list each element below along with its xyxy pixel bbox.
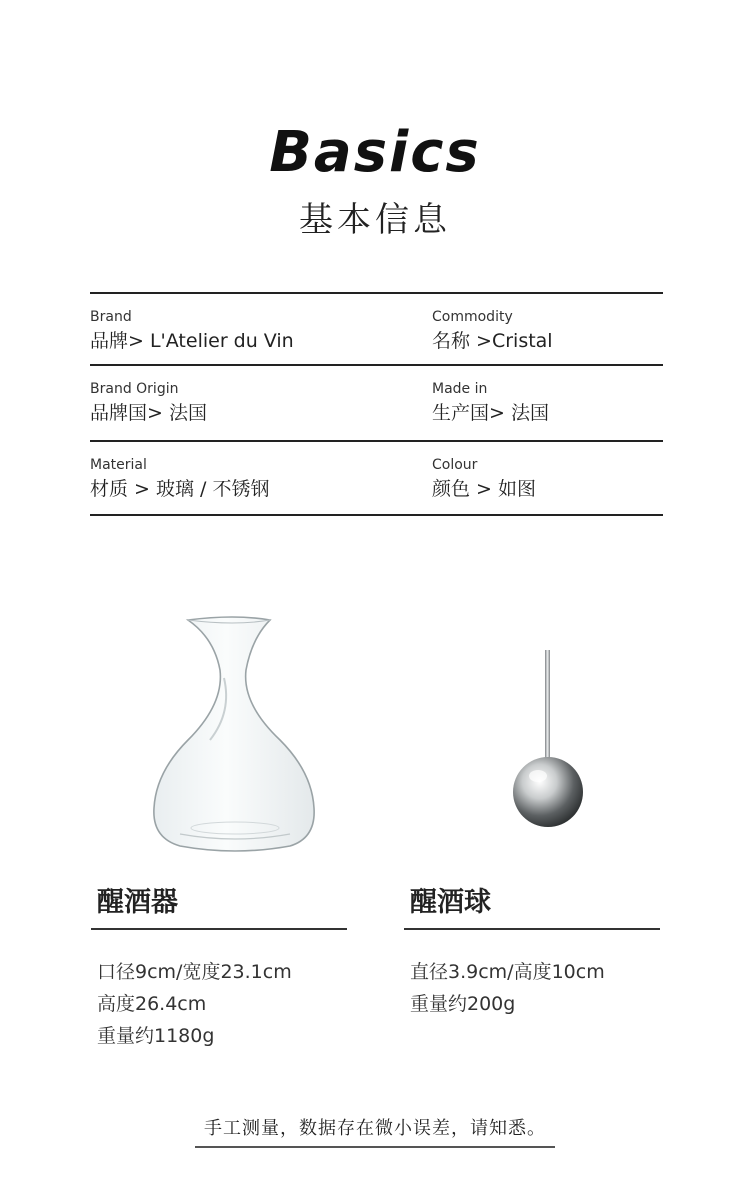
detail-line: 口径9cm/宽度23.1cm (97, 961, 292, 983)
spec-label: Brand (90, 309, 132, 325)
product-decanter (91, 880, 353, 1052)
detail-line: 直径3.9cm/高度10cm (410, 961, 605, 983)
product-name: 醒酒球 (410, 887, 491, 918)
aerator-ball-image (508, 648, 590, 830)
section-title-cn: 基本信息 (299, 200, 451, 240)
spec-value: 名称 >Cristal (432, 330, 553, 352)
measurement-note: 手工测量，数据存在微小误差，请知悉。 (204, 1118, 546, 1139)
spec-value: 生产国> 法国 (432, 402, 549, 424)
note-underline (195, 1146, 555, 1148)
spec-label: Material (90, 457, 147, 473)
divider (404, 928, 660, 930)
divider (91, 928, 347, 930)
spec-row-brand (90, 292, 663, 364)
spec-label: Made in (432, 381, 488, 397)
spec-label: Brand Origin (90, 381, 179, 397)
spec-label: Colour (432, 457, 478, 473)
spec-table (90, 292, 663, 516)
decanter-image (140, 612, 330, 857)
product-details (404, 956, 666, 1020)
spec-row-origin (90, 364, 663, 440)
product-aerator-ball (404, 880, 666, 1020)
product-details (91, 956, 353, 1052)
spec-row-material (90, 440, 663, 516)
section-title-en: Basics (269, 120, 481, 185)
spec-cell-made-in (432, 380, 549, 426)
spec-cell-commodity (432, 308, 553, 354)
spec-value: 品牌国> 法国 (90, 402, 207, 424)
detail-line: 重量约1180g (97, 1025, 215, 1047)
spec-value: 品牌> L'Atelier du Vin (90, 330, 294, 352)
spec-cell-material (90, 456, 269, 502)
detail-line: 重量约200g (410, 993, 516, 1015)
spec-cell-brand (90, 308, 294, 354)
detail-line: 高度26.4cm (97, 993, 207, 1015)
product-name: 醒酒器 (97, 887, 178, 918)
spec-cell-colour (432, 456, 536, 502)
spec-cell-brand-origin (90, 380, 207, 426)
spec-value: 材质 > 玻璃 / 不锈钢 (90, 478, 270, 500)
spec-value: 颜色 > 如图 (432, 478, 536, 500)
spec-label: Commodity (432, 309, 513, 325)
